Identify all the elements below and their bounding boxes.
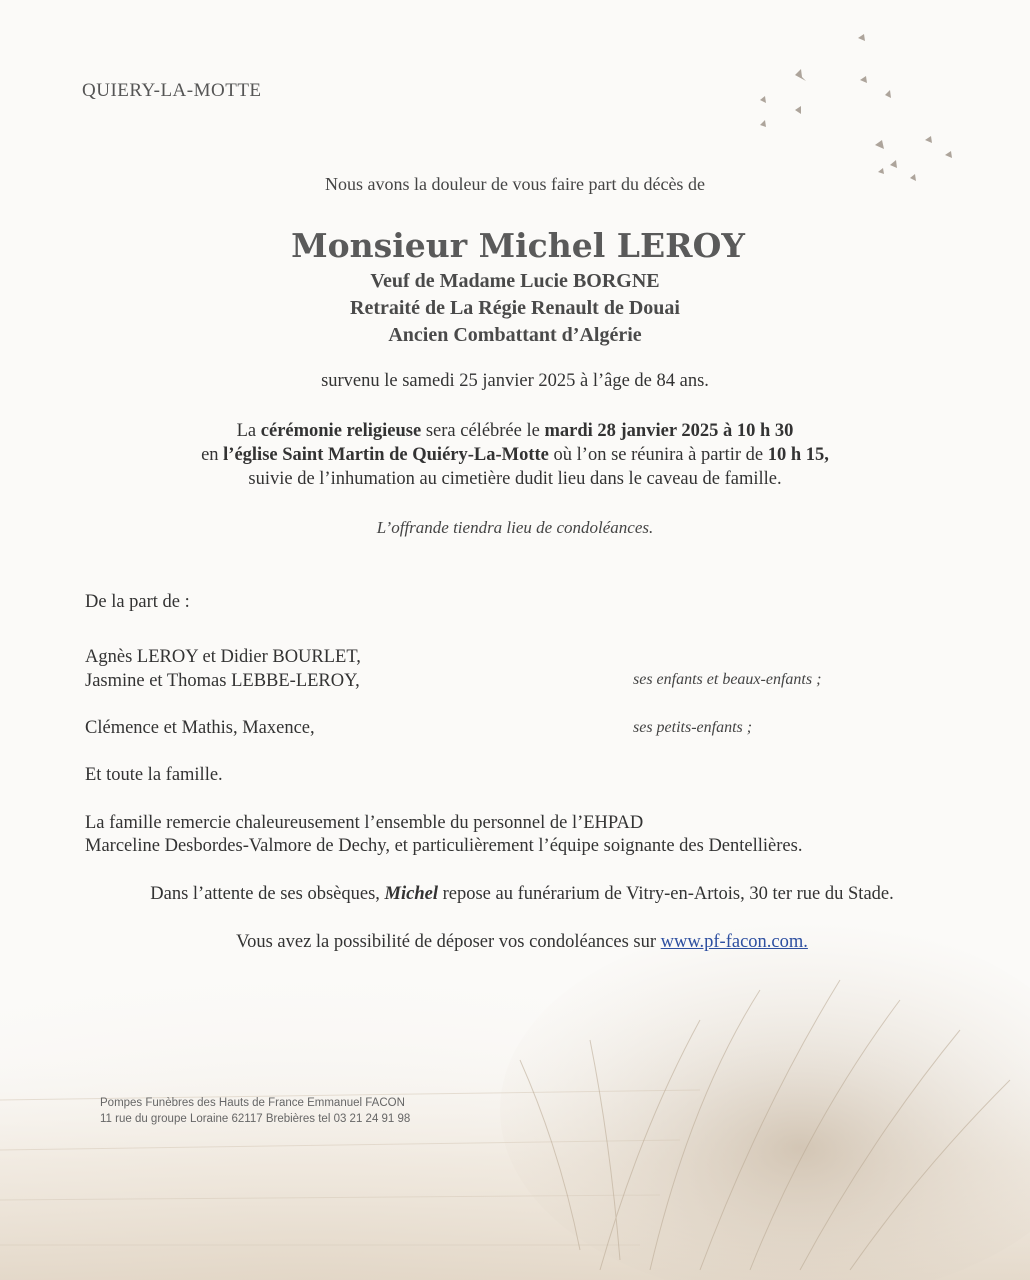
town-name: QUIERY-LA-MOTTE [82,80,262,101]
deceased-name: Monsieur Michel LEROY [291,226,745,265]
widower-line: Veuf de Madame Lucie BORGNE [370,270,660,292]
rest-location: Dans l’attente de ses obsèques, Michel repose au funérarium de Vitry-en-Artois, 30 ter rue du Stade. [150,884,894,904]
death-date: survenu le samedi 25 janvier 2025 à l’âge de 84 ans. [321,371,709,391]
veteran-line: Ancien Combattant d’Algérie [388,324,642,346]
funeral-home-name: Pompes Funèbres des Hauts de France Emmanuel FACON [100,1097,405,1109]
occupation-line: Retraité de La Régie Renault de Douai [350,297,680,319]
birds-icon [760,34,952,181]
thanks-line-1: La famille remercie chaleureusement l’ensemble du personnel de l’EHPAD [85,813,644,833]
from-label: De la part de : [85,592,190,612]
grandchildren-line: Clémence et Mathis, Maxence, [85,718,315,738]
funeral-home-address: 11 rue du groupe Loraine 62117 Brebières tel 03 21 24 91 98 [100,1113,411,1125]
grandchildren-relation: ses petits-enfants ; [633,719,753,736]
children-relation: ses enfants et beaux-enfants ; [633,671,822,688]
whole-family-line: Et toute la famille. [85,765,223,785]
ceremony-line-1: La cérémonie religieuse sera célébrée le mardi 28 janvier 2025 à 10 h 30 [236,421,794,441]
condolences-link[interactable]: www.pf-facon.com. [660,932,808,952]
children-line-1: Agnès LEROY et Didier BOURLET, [85,647,361,667]
offering-note: L’offrande tiendra lieu de condoléances. [376,518,654,537]
condolences-line: Vous avez la possibilité de déposer vos condoléances sur www.pf-facon.com. [236,932,808,952]
ceremony-line-2: en l’église Saint Martin de Quiéry-La-Motte où l’on se réunira à partir de 10 h 15, [201,445,829,465]
ceremony-line-3: suivie de l’inhumation au cimetière dudit lieu dans le caveau de famille. [248,469,782,489]
thanks-line-2: Marceline Desbordes-Valmore de Dechy, et particulièrement l’équipe soignante des Dentellières. [85,836,803,856]
children-line-2: Jasmine et Thomas LEBBE-LEROY, [85,671,360,691]
intro-text: Nous avons la douleur de vous faire part du décès de [325,174,705,194]
